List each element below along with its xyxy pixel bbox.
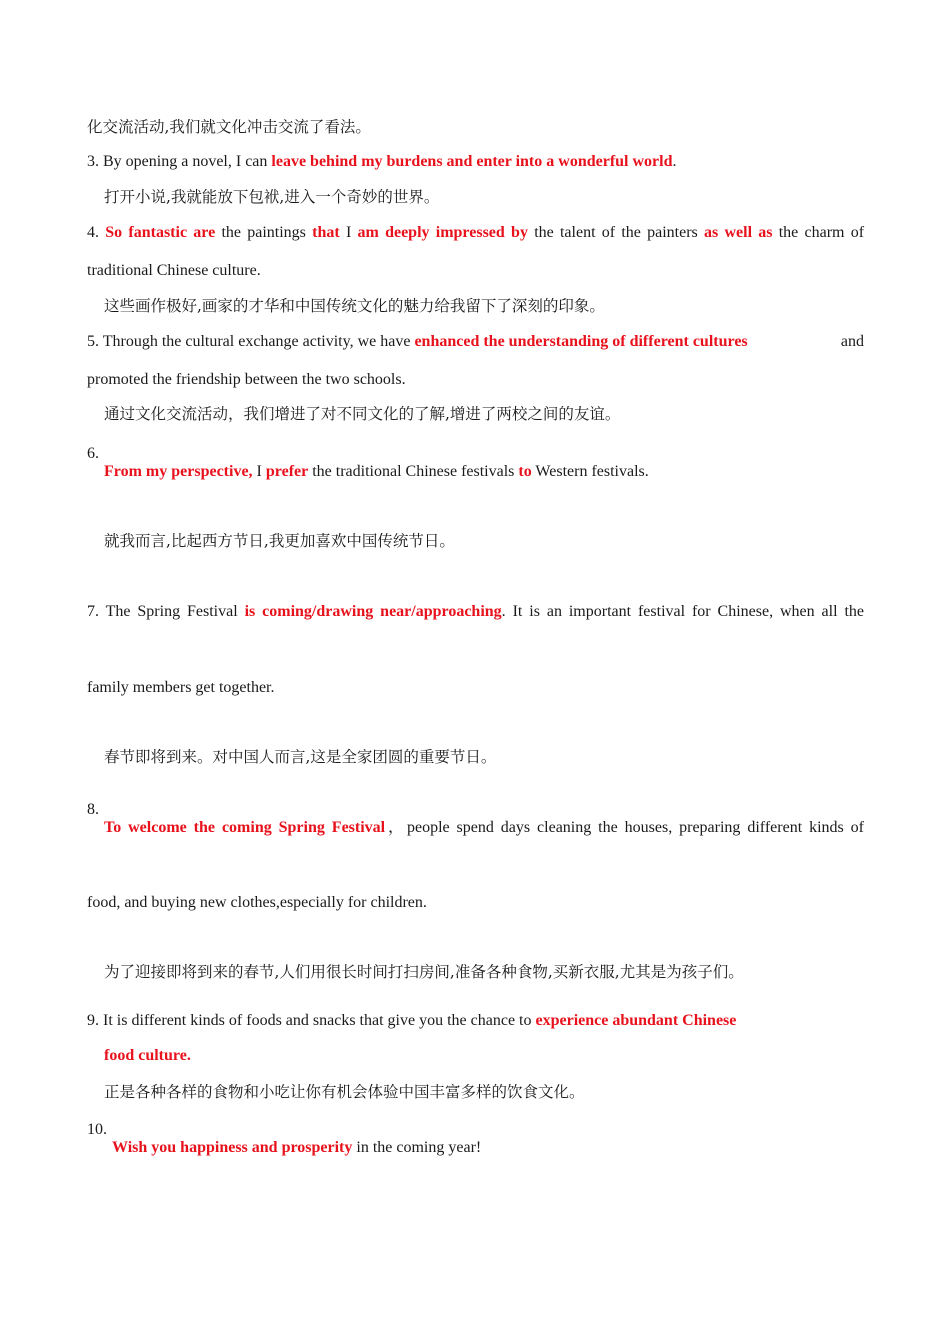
highlight: Wish you happiness and prosperity [112,1139,353,1156]
highlight: leave behind my burdens and enter into a wonderful world [271,153,673,170]
item-9-english-line1 [87,1011,736,1031]
item-4-english-line1 [87,223,864,243]
item-3-chinese: 打开小说,我就能放下包袱,进入一个奇妙的世界。 [104,188,440,206]
item-5-chinese: 通过文化交流活动，我们增进了对不同文化的了解,增进了两校之间的友谊。 [104,405,621,423]
highlight: experience abundant Chinese [535,1012,737,1029]
highlight: is coming/drawing near/approaching [244,603,502,620]
item-7-english-line2: family members get together. [87,679,275,696]
text: in the coming year! [352,1139,482,1156]
item-4-english-line2: traditional Chinese culture. [87,262,261,279]
text: the paintings [215,224,313,241]
item-7-english-line1 [87,602,864,622]
item-10-english [112,1138,481,1158]
text: I [339,224,358,241]
item-6-chinese: 就我而言,比起西方节日,我更加喜欢中国传统节日。 [104,532,455,550]
text: 5. Through the cultural exchange activity, we have [87,333,415,350]
text: . [672,153,677,170]
item-2-chinese-tail: 化交流活动,我们就文化冲击交流了看法。 [87,118,371,136]
item-8-english-line1 [104,818,864,838]
text: 9. It is different kinds of foods and snacks that give you the chance to [87,1012,536,1029]
item-6-english [104,462,649,482]
highlight: prefer [265,463,309,480]
highlight: to [518,463,532,480]
text: . It is an important festival for Chinese, when all the [501,603,865,620]
highlight: am deeply impressed by [357,224,528,241]
item-9-chinese: 正是各种各样的食物和小吃让你有机会体验中国丰富多样的饮食文化。 [104,1083,585,1101]
text: I [252,463,266,480]
highlight: From my perspective, [104,463,253,480]
text: 4. [87,224,106,241]
text: Western festivals. [531,463,649,480]
highlight: So fantastic are [105,224,216,241]
item-8-number: 8. [87,801,99,818]
text: the traditional Chinese festivals [308,463,519,480]
text: and [840,333,864,350]
highlight: as well as [704,224,773,241]
text: 7. The Spring Festival [87,603,245,620]
item-5-english-line2: promoted the friendship between the two schools. [87,371,406,388]
item-8-english-line2: food, and buying new clothes,especially for children. [87,894,427,911]
highlight: food culture. [104,1047,191,1064]
item-8-chinese: 为了迎接即将到来的春节,人们用很长时间打扫房间,准备各种食物,买新衣服,尤其是为孩子们。 [104,963,744,981]
text: the charm of [772,224,865,241]
item-9-english-line2 [104,1046,191,1066]
highlight: that [312,224,340,241]
item-10-number: 10. [87,1121,107,1138]
text: the talent of the painters [527,224,704,241]
text: 3. By opening a novel, I can [87,153,272,170]
highlight: enhanced the understanding of different cultures [414,333,748,350]
item-3-english [87,152,676,172]
text: ，people spend days cleaning the houses, preparing different kinds of [385,819,864,836]
highlight: To welcome the coming Spring Festival [104,819,386,836]
item-4-chinese: 这些画作极好,画家的才华和中国传统文化的魅力给我留下了深刻的印象。 [104,297,605,315]
item-5-english-line1 [87,332,864,352]
item-6-number: 6. [87,445,99,462]
item-7-chinese: 春节即将到来。对中国人而言,这是全家团圆的重要节日。 [104,748,497,766]
